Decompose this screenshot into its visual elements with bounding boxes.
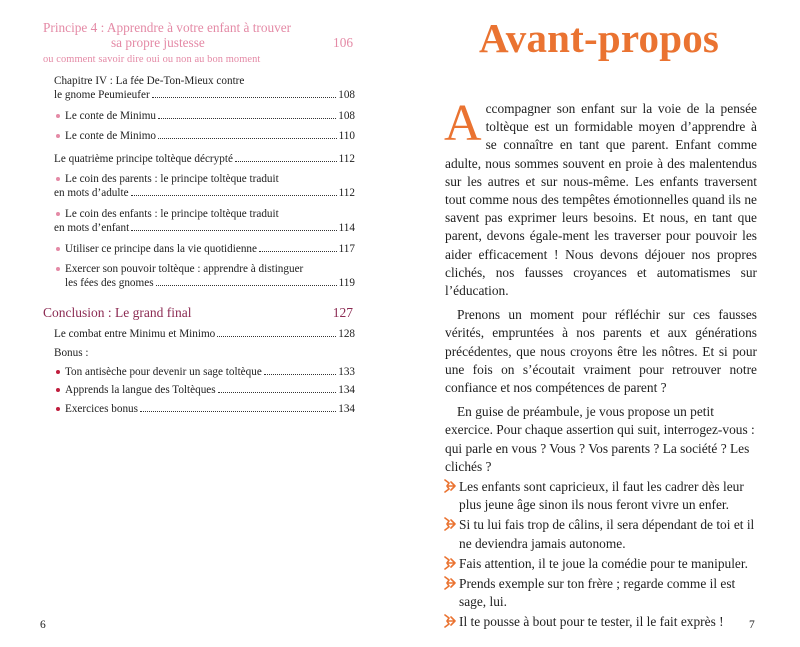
toc-item[interactable]: Exercer son pouvoir toltèque : apprendre à distinguer les fées des gnomes 119 (65, 262, 355, 291)
toc-item[interactable]: Le conte de Minimo 110 (65, 129, 355, 143)
toc-item[interactable]: Le conte de Minimu 108 (65, 109, 355, 123)
toc-bonus-item[interactable]: Apprends la langue des Toltèques 134 (65, 383, 355, 397)
page-title: Avant-propos (479, 15, 720, 61)
toc-bonus-item[interactable]: Ton antisèche pour devenir un sage toltèque 133 (65, 365, 355, 379)
bullet-icon (56, 370, 60, 374)
bullet-icon (56, 114, 60, 118)
bullet-icon (56, 177, 60, 181)
toc-chapter4[interactable]: Chapitre IV : La fée De-Ton-Mieux contre le gnome Peumieufer 108 (54, 75, 355, 102)
assertion-item: Les enfants sont capricieux, il faut les cadrer dès leur plus jeune âge sinon ils nous feront vivre un enfer. (445, 478, 757, 514)
page-number-left: 6 (40, 619, 46, 631)
toc-fourth-principle[interactable]: Le quatrième principe toltèque décrypté 112 (54, 152, 355, 165)
foreword-body (444, 95, 757, 632)
principle4-subtitle: ou comment savoir dire oui ou non au bon moment (43, 54, 261, 65)
toc-combat[interactable]: Le combat entre Minimu et Minimo 128 (54, 327, 355, 340)
bullet-icon (56, 407, 60, 411)
bullet-icon (56, 267, 60, 271)
toc-item[interactable]: Le coin des enfants : le principe toltèque traduit en mots d’enfant 114 (54, 207, 355, 235)
assertion-item: Il te pousse à bout pour te tester, il le fait exprès ! (445, 613, 757, 631)
page-number-right: 7 (749, 619, 755, 631)
principle4-heading[interactable]: Principe 4 : Apprendre à votre enfant à trouver sa propre justesse 106 (43, 20, 353, 50)
orange-arrow-icon (444, 556, 457, 571)
assertion-item: Si tu lui fais trop de câlins, il sera dépendant de toi et il ne deviendra jamais autonome. (445, 516, 757, 552)
bullet-icon (56, 247, 60, 251)
bullet-icon (56, 134, 60, 138)
orange-arrow-icon (444, 517, 457, 532)
toc-item[interactable]: Utiliser ce principe dans la vie quotidienne 117 (65, 242, 355, 256)
drop-cap: A (444, 95, 482, 152)
table-of-contents (43, 20, 355, 416)
orange-arrow-icon (444, 479, 457, 494)
bullet-icon (56, 388, 60, 392)
principle4-page: 106 (333, 35, 353, 50)
toc-item[interactable]: Le coin des parents : le principe toltèque traduit en mots d’adulte 112 (54, 173, 355, 200)
assertion-item: Prends exemple sur ton frère ; regarde comme il est sage, lui. (445, 575, 757, 611)
paragraph-1: Accompagner son enfant sur la voie de la pensée toltèque est un formidable moyen d’apprendre à se connaître en tant que parent. Enfant comme adulte, nous sommes souvent en proie à des malentendus sur les autres et sur nous-même. Les enfants traversent tout comme nous des tempêtes émotionnelles quand ils ne savent pas exprimer leurs besoins. Et nous, en tant que parent, devons égale-ment les traverser pour pouvoir les aider efficacement ! Nous devons déjouer nos propres clichés, nos fausses croyances et automatismes sur l’éducation. (444, 95, 757, 299)
assertion-item: Fais attention, il te joue la comédie pour te manipuler. (445, 555, 757, 573)
bullet-icon (56, 212, 60, 216)
paragraph-2: Prenons un moment pour réfléchir sur ces fausses vérités, empruntées à nos parents et aux générations précédentes, que nous croyons être les nôtres. Et si pour une fois on s’écoutait vraiment pour retrouver notre confiance et nos compétences de parent ? (445, 307, 757, 396)
right-page (400, 0, 800, 647)
toc-bonus-item[interactable]: Exercices bonus 134 (65, 402, 355, 416)
paragraph-3: En guise de préambule, je vous propose un petit exercice. Pour chaque assertion qui suit, interrogez-vous : qui parle en vous ? Vous ? Vos parents ? La société ? Les clichés ? (445, 404, 755, 474)
orange-arrow-icon (444, 614, 457, 629)
toc-conclusion[interactable]: Conclusion : Le grand final 127 (43, 304, 353, 320)
toc-bonus-label: Bonus : (54, 347, 89, 360)
orange-arrow-icon (444, 576, 457, 591)
